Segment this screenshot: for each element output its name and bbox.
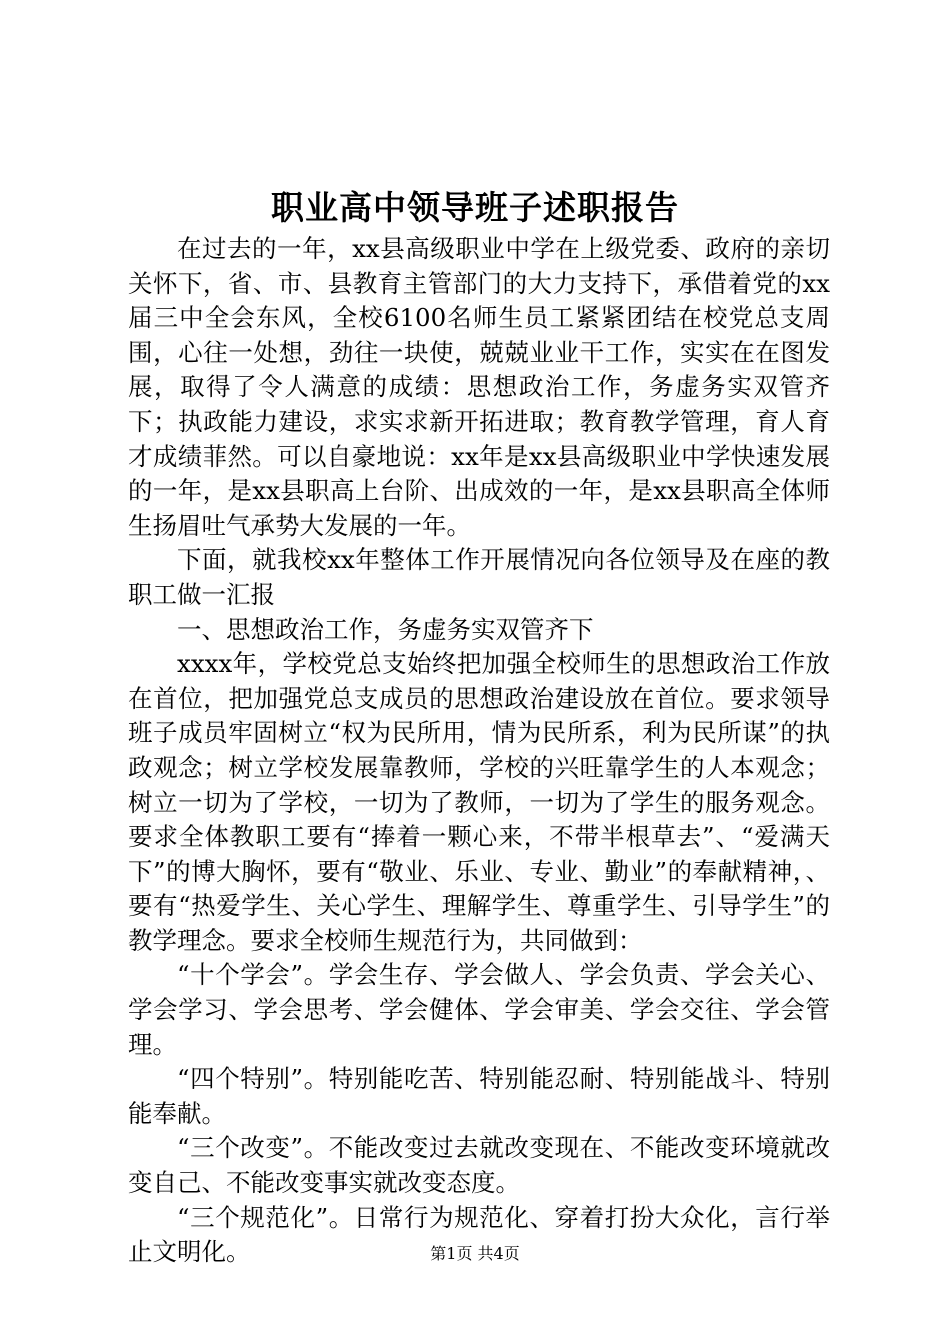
- paragraph-ten-learnings: “十个学会”。学会生存、学会做人、学会负责、学会关心、学会学习、学会思考、学会健体、学会审美、学会交往、学会管理。: [128, 960, 830, 1059]
- document-title: 职业高中领导班子述职报告: [271, 188, 679, 227]
- paragraph-intro: 在过去的一年，xx县高级职业中学在上级党委、政府的亲切关怀下，省、市、县教育主管部门的大力支持下，承借着党的xx届三中全会东风，全校6100名师生员工紧紧团结在校党总支周围，心往一处想，劲往一块使，兢兢业业干工作，实实在在图发展，取得了令人满意的成绩：思想政治工作，务虚务实双管齐下；执政能力建设，求实求新开拓进取；教育教学管理，育人育才成绩菲然。可以自豪地说：xx年是xx县高级职业中学快速发展的一年，是xx县职高上台阶、出成效的一年，是xx县职高全体师生扬眉吐气承势大发展的一年。: [128, 234, 830, 540]
- document-body: [128, 232, 830, 1270]
- section-heading-1: 一、思想政治工作，务虚务实双管齐下: [177, 614, 594, 644]
- paragraph-political-work: xxxx年，学校党总支始终把加强全校师生的思想政治工作放在首位，把加强党总支成员的思想政治建设放在首位。要求领导班子成员牢固树立“权为民所用，情为民所系，利为民所谋”的执政观念；树立学校发展靠教师，学校的兴旺靠学生的人本观念；树立一切为了学校，一切为了教师，一切为了学生的服务观念。要求全体教职工要有“捧着一颗心来，不带半根草去”、“爱满天下”的博大胸怀，要有“敬业、乐业、专业、勤业”的奉献精神，、要有“热爱学生、关心学生、理解学生、尊重学生、引导学生”的教学理念。要求全校师生规范行为，共同做到：: [128, 649, 830, 955]
- paragraph-four-specials: “四个特别”。特别能吃苦、特别能忍耐、特别能战斗、特别能奉献。: [128, 1064, 830, 1128]
- paragraph-three-changes: “三个改变”。不能改变过去就改变现在、不能改变环境就改变自己、不能改变事实就改变态度。: [128, 1133, 830, 1198]
- page-number-footer: 第1页 共4页: [430, 1244, 520, 1263]
- paragraph-report-intro: 下面，就我校xx年整体工作开展情况向各位领导及在座的教职工做一汇报: [128, 545, 830, 609]
- paragraph-three-standards: “三个规范化”。日常行为规范化、穿着打扮大众化，言行举止文明化。: [128, 1202, 830, 1267]
